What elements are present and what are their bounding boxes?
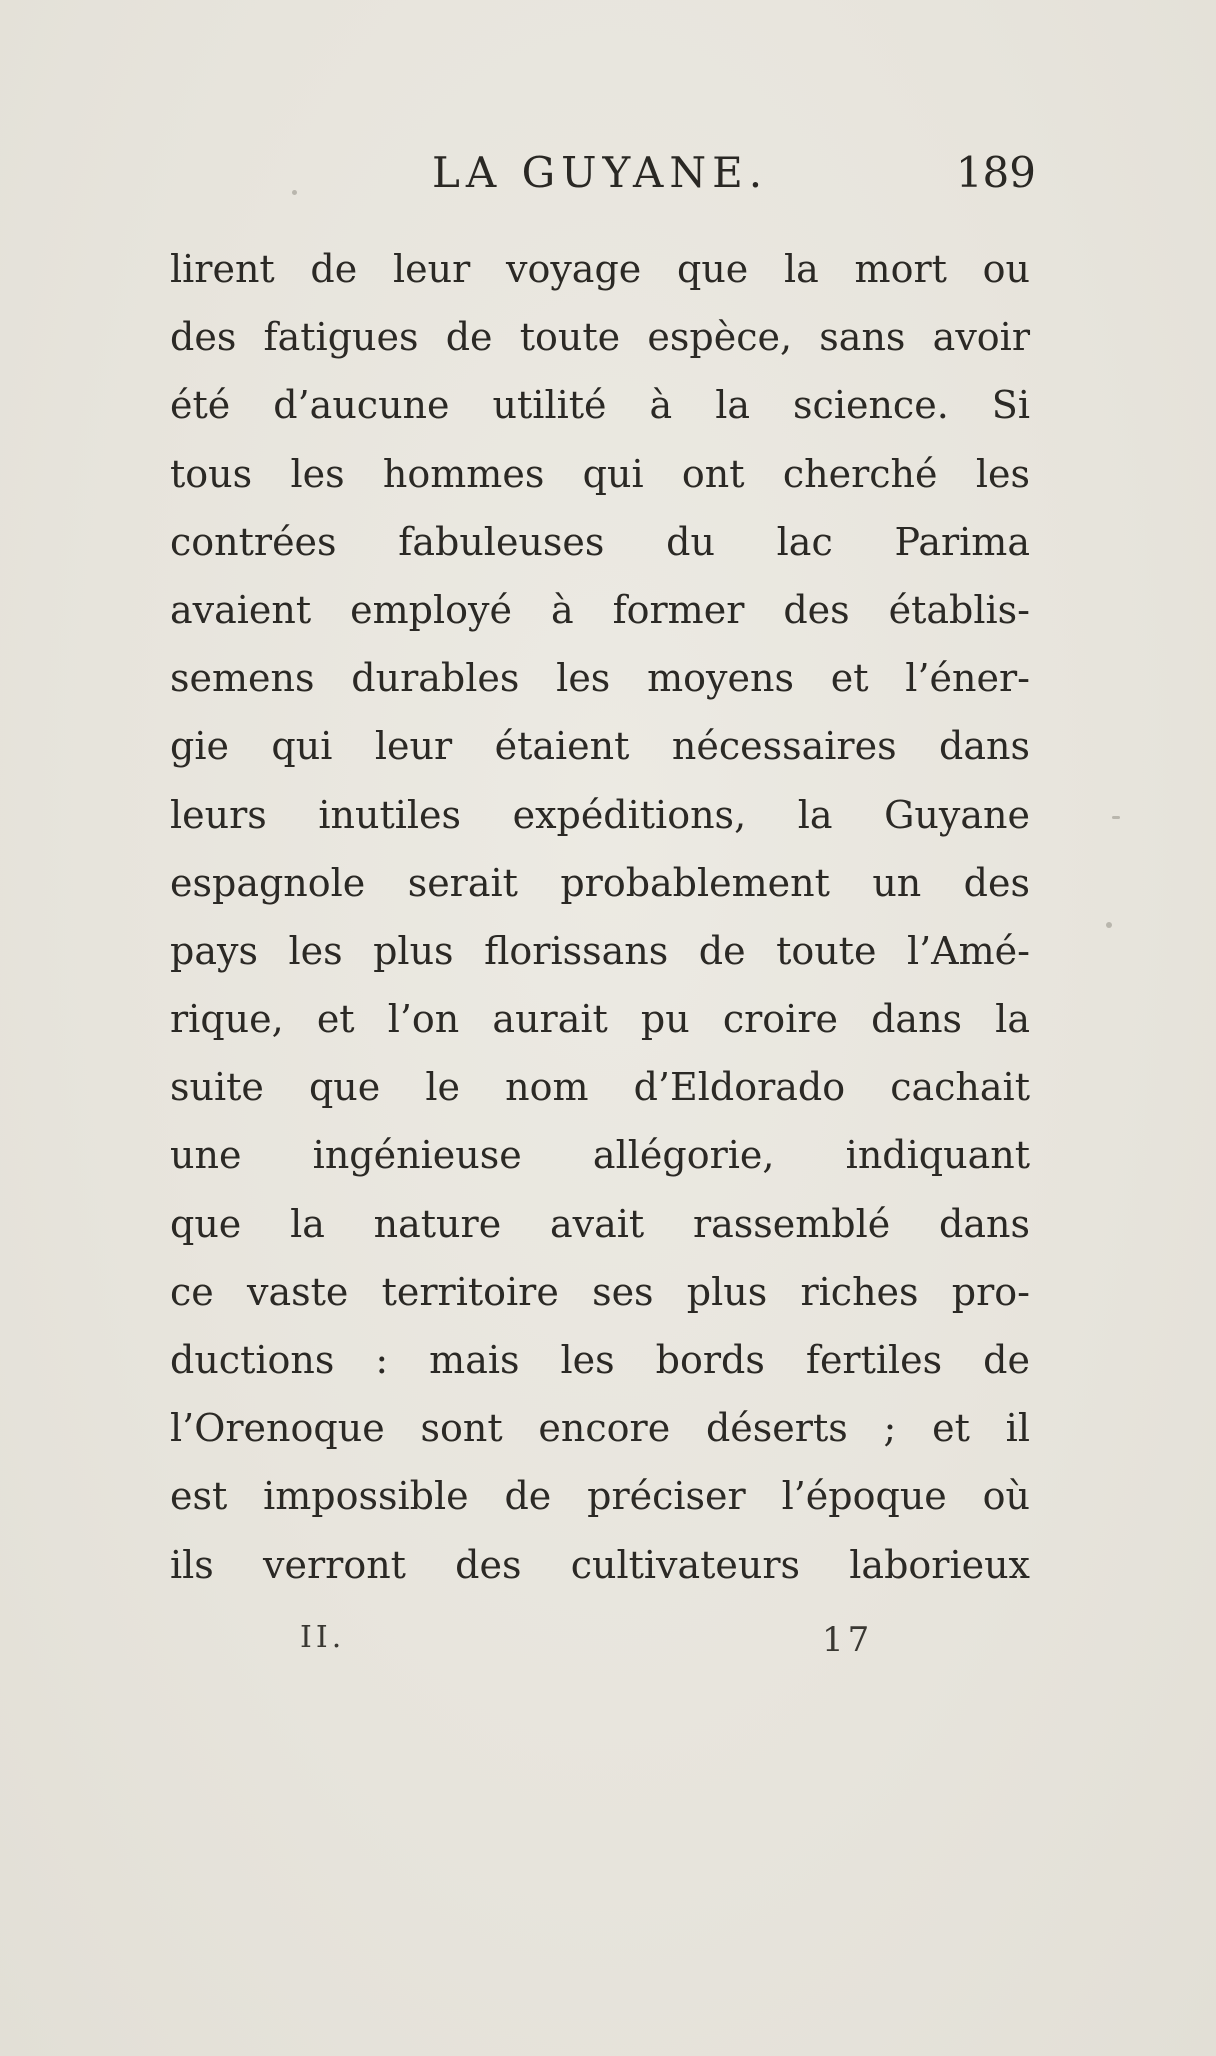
signature-mark: 17: [822, 1620, 874, 1660]
text-line: rique, et l’on aurait pu croire dans la: [170, 997, 1030, 1042]
paper-speck: [292, 190, 297, 195]
text-line: avaient employé à former des établis-: [170, 587, 1030, 632]
text-line: ils verront des cultivateurs laborieux: [170, 1542, 1030, 1587]
text-line: contrées fabuleuses du lac Parima: [170, 519, 1030, 564]
text-line: lirent de leur voyage que la mort ou: [170, 247, 1030, 291]
volume-mark: II.: [300, 1620, 346, 1655]
text-line: suite que le nom d’Eldorado cachait: [170, 1065, 1030, 1110]
page-header: [170, 148, 1036, 208]
page-footer: [170, 1620, 1030, 1670]
text-line: gie qui leur étaient nécessaires dans: [170, 724, 1030, 769]
text-line: leurs inutiles expéditions, la Guyane: [170, 792, 1030, 837]
running-title: LA GUYANE.: [432, 148, 769, 197]
text-line: été d’aucune utilité à la science. Si: [170, 383, 1030, 428]
text-line: que la nature avait rassemblé dans: [170, 1201, 1030, 1246]
text-line: ce vaste territoire ses plus riches pro-: [170, 1269, 1030, 1314]
text-line: des fatigues de toute espèce, sans avoir: [170, 315, 1030, 360]
text-line: une ingénieuse allégorie, indiquant: [170, 1133, 1030, 1178]
paper-speck: [1106, 922, 1112, 928]
text-line: tous les hommes qui ont cherché les: [170, 451, 1030, 496]
text-line: est impossible de préciser l’époque où: [170, 1474, 1030, 1519]
page-number: 189: [955, 148, 1036, 197]
body-text: [170, 235, 1030, 1599]
text-line: pays les plus florissans de toute l’Amé-: [170, 928, 1030, 973]
paper-speck: [1112, 816, 1120, 819]
text-line: ductions : mais les bords fertiles de: [170, 1338, 1030, 1382]
text-line: espagnole serait probablement un des: [170, 860, 1030, 905]
text-line: semens durables les moyens et l’éner-: [170, 656, 1030, 701]
text-line: l’Orenoque sont encore déserts ; et il: [170, 1406, 1030, 1451]
